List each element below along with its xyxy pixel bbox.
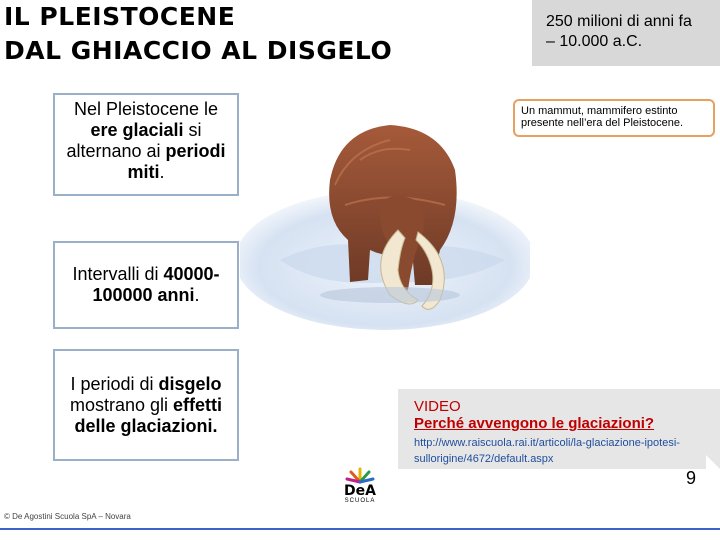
box1-text-mid: si alternano ai bbox=[66, 120, 202, 161]
page-fold-corner bbox=[706, 455, 720, 469]
box1-bold-mild: periodi miti bbox=[127, 141, 226, 182]
box2-text: Intervalli di bbox=[72, 264, 164, 284]
sun-rays-icon bbox=[345, 466, 375, 484]
text-box-glacial-eras bbox=[53, 93, 239, 196]
box1-text: Nel Pleistocene le bbox=[73, 99, 219, 119]
box1-text-end: . bbox=[159, 162, 165, 182]
date-box bbox=[532, 0, 720, 66]
box3-bold-effects: effetti delle glaciazioni. bbox=[74, 394, 223, 436]
title-line-1: IL PLEISTOCENE bbox=[4, 2, 236, 31]
box3-bold-thaw: disgelo bbox=[158, 373, 222, 394]
image-caption: Un mammut, mammifero estinto presente nell’era del Pleistocene. bbox=[513, 99, 715, 137]
date-line-2: – 10.000 a.C. bbox=[546, 33, 643, 50]
box2-bold: 40000-100000 anni bbox=[92, 264, 220, 305]
date-line-1: 250 milioni di anni fa bbox=[546, 13, 692, 30]
logo-subtitle: SCUOLA bbox=[344, 498, 376, 504]
page-number: 9 bbox=[686, 468, 697, 488]
footer-divider bbox=[0, 528, 720, 530]
title-line-2: DAL GHIACCIO AL DISGELO bbox=[4, 36, 393, 65]
text-box-thaw bbox=[53, 349, 239, 461]
slide-title bbox=[4, 0, 392, 68]
copyright-notice: © De Agostini Scuola SpA – Novara bbox=[4, 512, 131, 521]
video-url-link[interactable]: http://www.raiscuola.rai.it/articoli/la-glaciazione-ipotesi-sullorigine/4672/default.aspx bbox=[414, 437, 680, 465]
logo-name: DeA bbox=[344, 483, 376, 499]
dea-scuola-logo bbox=[340, 466, 380, 522]
video-box[interactable] bbox=[398, 389, 720, 469]
text-box-intervals bbox=[53, 241, 239, 329]
box3-text: I periodi di bbox=[70, 373, 159, 394]
box2-text-end: . bbox=[194, 285, 200, 305]
video-title-link[interactable]: Perché avvengono le glaciazioni? bbox=[414, 415, 655, 432]
video-label: VIDEO bbox=[414, 398, 461, 415]
box1-bold-glacial: ere glaciali bbox=[90, 120, 184, 140]
box3-text-mid: mostrano gli bbox=[69, 394, 174, 415]
mammoth-illustration bbox=[240, 110, 530, 348]
